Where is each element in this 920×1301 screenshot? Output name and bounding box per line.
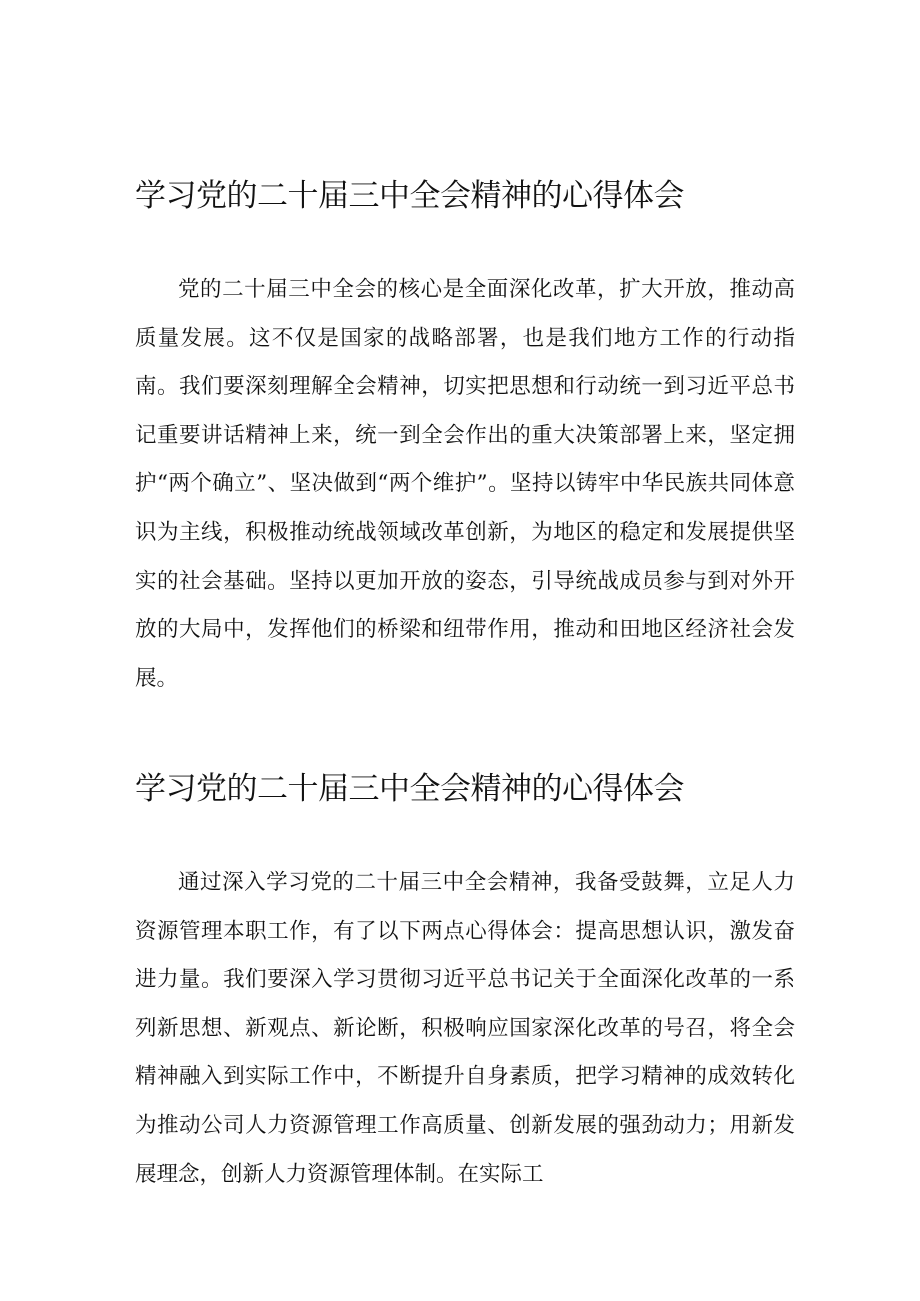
section-title: 学习党的二十届三中全会精神的心得体会 — [135, 178, 684, 214]
section-title: 学习党的二十届三中全会精神的心得体会 — [135, 771, 684, 807]
section-paragraph: 通过深入学习党的二十届三中全会精神，我备受鼓舞，立足人力资源管理本职工作，有了以下两点心得体会：提高思想认识，激发奋进力量。我们要深入学习贯彻习近平总书记关于全面深化改革的一系列新思想、新观点、新论断，积极响应国家深化改革的号召，将全会精神融入到实际工作中，不断提升自身素质，把学习精神的成效转化为推动公司人力资源管理工作高质量、创新发展的强劲动力；用新发展理念，创新人力资源管理体制。在实际工 — [135, 870, 795, 1187]
essay-section-2 — [135, 765, 795, 1199]
essay-section-1 — [135, 172, 795, 703]
section-paragraph: 党的二十届三中全会的核心是全面深化改革，扩大开放，推动高质量发展。这不仅是国家的战略部署，也是我们地方工作的行动指南。我们要深刻理解全会精神，切实把思想和行动统一到习近平总书记重要讲话精神上来，统一到全会作出的重大决策部署上来，坚定拥护“两个确立”、坚决做到“两个维护”。坚持以铸牢中华民族共同体意识为主线，积极推动统战领域改革创新，为地区的稳定和发展提供坚实的社会基础。坚持以更加开放的姿态，引导统战成员参与到对外开放的大局中，发挥他们的桥梁和纽带作用，推动和田地区经济社会发展。 — [135, 277, 795, 691]
